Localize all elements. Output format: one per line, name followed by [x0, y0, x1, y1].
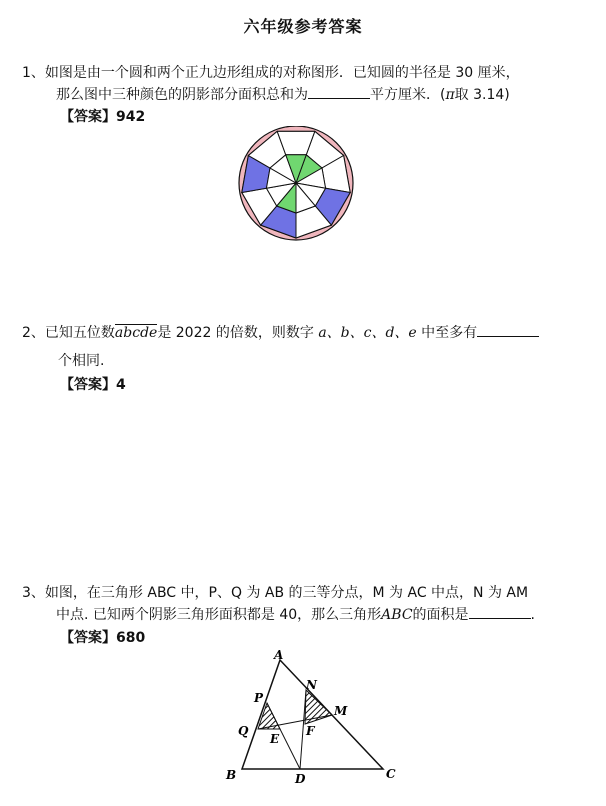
question-1-number: 1、	[22, 65, 45, 81]
question-3-answer-blank	[469, 604, 531, 619]
overline-number: abcde	[114, 325, 158, 341]
question-1-text-1: 如图是由一个圆和两个正九边形组成的对称图形．已知圆的半径是 30 厘米，	[44, 65, 520, 81]
question-1-answer-blank	[308, 84, 370, 99]
label-p: P	[254, 691, 264, 705]
triangle-figure	[220, 648, 400, 788]
question-3-answer: 【答案】680	[60, 630, 146, 646]
label-d: D	[295, 772, 306, 786]
label-e: E	[270, 732, 280, 746]
label-c: C	[386, 767, 396, 781]
question-1-text-2c: 取 3.14)	[454, 87, 510, 103]
question-1-text-2a: 那么图中三种颜色的阴影部分面积总和为	[56, 87, 308, 103]
question-1-text-2b: 平方厘米．(	[370, 87, 446, 103]
triangle-name: ABC	[381, 607, 413, 623]
nonagon-figure	[228, 126, 368, 242]
question-2-answer: 【答案】4	[60, 377, 126, 393]
question-1-line-2	[56, 84, 510, 106]
question-3-number: 3、	[22, 585, 45, 601]
pi-symbol: π	[445, 87, 455, 103]
label-q: Q	[238, 724, 249, 738]
question-1-line-1	[22, 62, 520, 84]
digit-variables: a、b、c、d、e	[318, 325, 417, 341]
question-3-line-2	[56, 604, 535, 626]
question-2-text-c: 中至多有	[421, 325, 478, 341]
question-2-answer-blank	[477, 322, 539, 337]
question-3-text-1: 如图，在三角形 ABC 中，P、Q 为 AB 的三等分点，M 为 AC 中点，N 为 AM	[44, 585, 529, 601]
label-f: F	[306, 724, 315, 738]
question-3-text-2a: 中点. 已知两个阴影三角形面积都是 40，那么三角形	[56, 607, 382, 623]
question-1-answer: 【答案】942	[60, 109, 146, 125]
question-3-text-2d: .	[530, 607, 535, 623]
label-n: N	[306, 678, 317, 692]
label-b: B	[226, 768, 237, 782]
page-title: 六年级参考答案	[243, 17, 363, 36]
label-a: A	[274, 648, 284, 662]
question-2-text-a: 已知五位数	[44, 325, 115, 341]
question-2-line-1	[22, 322, 539, 344]
question-3-line-1	[22, 582, 528, 604]
question-2-number: 2、	[22, 325, 45, 341]
question-3-text-2c: 的面积是	[412, 607, 469, 623]
question-2-text-b: 是 2022 的倍数，则数字	[157, 325, 314, 341]
label-m: M	[334, 704, 348, 718]
question-2-text-2: 个相同.	[58, 353, 105, 369]
